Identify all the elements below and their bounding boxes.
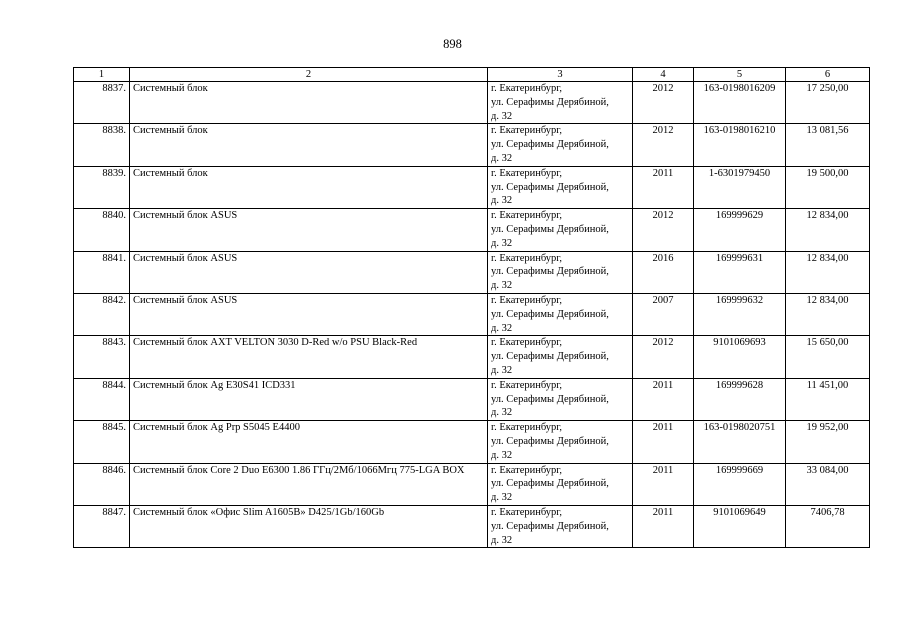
cost-cell: 17 250,00	[786, 82, 870, 124]
row-number-cell: 8841.	[74, 251, 130, 293]
inventory-number-cell: 9101069693	[694, 336, 786, 378]
column-header-2: 2	[130, 68, 488, 82]
row-number-cell: 8837.	[74, 82, 130, 124]
address-line: д. 32	[491, 237, 513, 249]
table-row	[74, 505, 870, 547]
cost-cell: 12 834,00	[786, 251, 870, 293]
cost-cell: 19 952,00	[786, 421, 870, 463]
address-line: д. 32	[491, 110, 513, 122]
address-cell	[488, 463, 633, 505]
column-header-3: 3	[488, 68, 633, 82]
item-name-cell: Системный блок	[130, 166, 488, 208]
table-row	[74, 421, 870, 463]
column-header-5: 5	[694, 68, 786, 82]
cost-cell: 12 834,00	[786, 293, 870, 335]
year-cell: 2011	[633, 505, 694, 547]
inventory-number-cell: 1-6301979450	[694, 166, 786, 208]
table-body	[74, 82, 870, 548]
address-cell	[488, 251, 633, 293]
address-line: ул. Серафимы Дерябиной,	[491, 266, 609, 278]
inventory-number-cell: 169999628	[694, 378, 786, 420]
column-header-4: 4	[633, 68, 694, 82]
inventory-number-cell: 169999631	[694, 251, 786, 293]
address-line: г. Екатеринбург,	[491, 422, 563, 434]
table-row	[74, 293, 870, 335]
address-cell	[488, 505, 633, 547]
inventory-number-cell: 9101069649	[694, 505, 786, 547]
year-cell: 2007	[633, 293, 694, 335]
inventory-number-cell: 163-0198016209	[694, 82, 786, 124]
row-number-cell: 8840.	[74, 209, 130, 251]
address-cell	[488, 82, 633, 124]
address-line: ул. Серафимы Дерябиной,	[491, 96, 609, 108]
address-line: г. Екатеринбург,	[491, 252, 563, 264]
inventory-number-cell: 169999669	[694, 463, 786, 505]
property-register-table	[73, 67, 870, 548]
address-line: г. Екатеринбург,	[491, 464, 563, 476]
address-line: ул. Серафимы Дерябиной,	[491, 393, 609, 405]
year-cell: 2011	[633, 378, 694, 420]
column-header-6: 6	[786, 68, 870, 82]
year-cell: 2011	[633, 166, 694, 208]
table-row	[74, 336, 870, 378]
row-number-cell: 8843.	[74, 336, 130, 378]
inventory-number-cell: 169999629	[694, 209, 786, 251]
item-name-cell: Системный блок ASUS	[130, 251, 488, 293]
cost-cell: 19 500,00	[786, 166, 870, 208]
address-line: г. Екатеринбург,	[491, 167, 563, 179]
cost-cell: 11 451,00	[786, 378, 870, 420]
inventory-number-cell: 169999632	[694, 293, 786, 335]
item-name-cell: Системный блок Ag Prp S5045 E4400	[130, 421, 488, 463]
table-row	[74, 124, 870, 166]
item-name-cell: Системный блок «Офис Slim A1605B» D425/1Gb/160Gb	[130, 505, 488, 547]
table-row	[74, 209, 870, 251]
address-line: г. Екатеринбург,	[491, 83, 563, 94]
inventory-number-cell: 163-0198020751	[694, 421, 786, 463]
row-number-cell: 8845.	[74, 421, 130, 463]
address-line: ул. Серафимы Дерябиной,	[491, 520, 609, 532]
address-line: ул. Серафимы Дерябиной,	[491, 181, 609, 193]
address-line: д. 32	[491, 534, 513, 546]
row-number-cell: 8847.	[74, 505, 130, 547]
address-line: д. 32	[491, 195, 513, 207]
address-cell	[488, 336, 633, 378]
address-cell	[488, 166, 633, 208]
cost-cell: 13 081,56	[786, 124, 870, 166]
address-line: ул. Серафимы Дерябиной,	[491, 478, 609, 490]
item-name-cell: Системный блок	[130, 82, 488, 124]
cost-cell: 7406,78	[786, 505, 870, 547]
table-row	[74, 82, 870, 124]
address-line: г. Екатеринбург,	[491, 125, 563, 137]
item-name-cell: Системный блок AXT VELTON 3030 D-Red w/o PSU Black-Red	[130, 336, 488, 378]
year-cell: 2012	[633, 336, 694, 378]
year-cell: 2012	[633, 209, 694, 251]
inventory-number-cell: 163-0198016210	[694, 124, 786, 166]
address-line: д. 32	[491, 364, 513, 376]
cost-cell: 15 650,00	[786, 336, 870, 378]
address-line: ул. Серафимы Дерябиной,	[491, 351, 609, 363]
address-cell	[488, 378, 633, 420]
row-number-cell: 8838.	[74, 124, 130, 166]
address-line: г. Екатеринбург,	[491, 506, 563, 518]
address-line: д. 32	[491, 280, 513, 292]
address-line: г. Екатеринбург,	[491, 379, 563, 391]
address-line: ул. Серафимы Дерябиной,	[491, 435, 609, 447]
address-line: д. 32	[491, 152, 513, 164]
table-row	[74, 378, 870, 420]
item-name-cell: Системный блок Core 2 Duo E6300 1.86 ГГц/2Мб/1066Мгц 775-LGA BOX	[130, 463, 488, 505]
year-cell: 2012	[633, 82, 694, 124]
cost-cell: 12 834,00	[786, 209, 870, 251]
address-line: г. Екатеринбург,	[491, 210, 563, 222]
table-row	[74, 166, 870, 208]
address-line: д. 32	[491, 407, 513, 419]
address-line: ул. Серафимы Дерябиной,	[491, 223, 609, 235]
cost-cell: 33 084,00	[786, 463, 870, 505]
item-name-cell: Системный блок ASUS	[130, 293, 488, 335]
address-cell	[488, 293, 633, 335]
year-cell: 2011	[633, 421, 694, 463]
year-cell: 2016	[633, 251, 694, 293]
address-line: г. Екатеринбург,	[491, 294, 563, 306]
address-cell	[488, 209, 633, 251]
table-row	[74, 251, 870, 293]
address-cell	[488, 421, 633, 463]
item-name-cell: Системный блок Ag E30S41 ICD331	[130, 378, 488, 420]
item-name-cell: Системный блок ASUS	[130, 209, 488, 251]
column-header-1: 1	[74, 68, 130, 82]
address-line: ул. Серафимы Дерябиной,	[491, 308, 609, 320]
row-number-cell: 8842.	[74, 293, 130, 335]
address-line: д. 32	[491, 492, 513, 504]
row-number-cell: 8839.	[74, 166, 130, 208]
item-name-cell: Системный блок	[130, 124, 488, 166]
address-line: ул. Серафимы Дерябиной,	[491, 139, 609, 151]
table-header-row	[74, 68, 870, 82]
row-number-cell: 8844.	[74, 378, 130, 420]
address-cell	[488, 124, 633, 166]
address-line: г. Екатеринбург,	[491, 337, 563, 349]
page-number: 898	[443, 37, 462, 51]
year-cell: 2012	[633, 124, 694, 166]
row-number-cell: 8846.	[74, 463, 130, 505]
year-cell: 2011	[633, 463, 694, 505]
address-line: д. 32	[491, 449, 513, 461]
table-row	[74, 463, 870, 505]
address-line: д. 32	[491, 322, 513, 334]
